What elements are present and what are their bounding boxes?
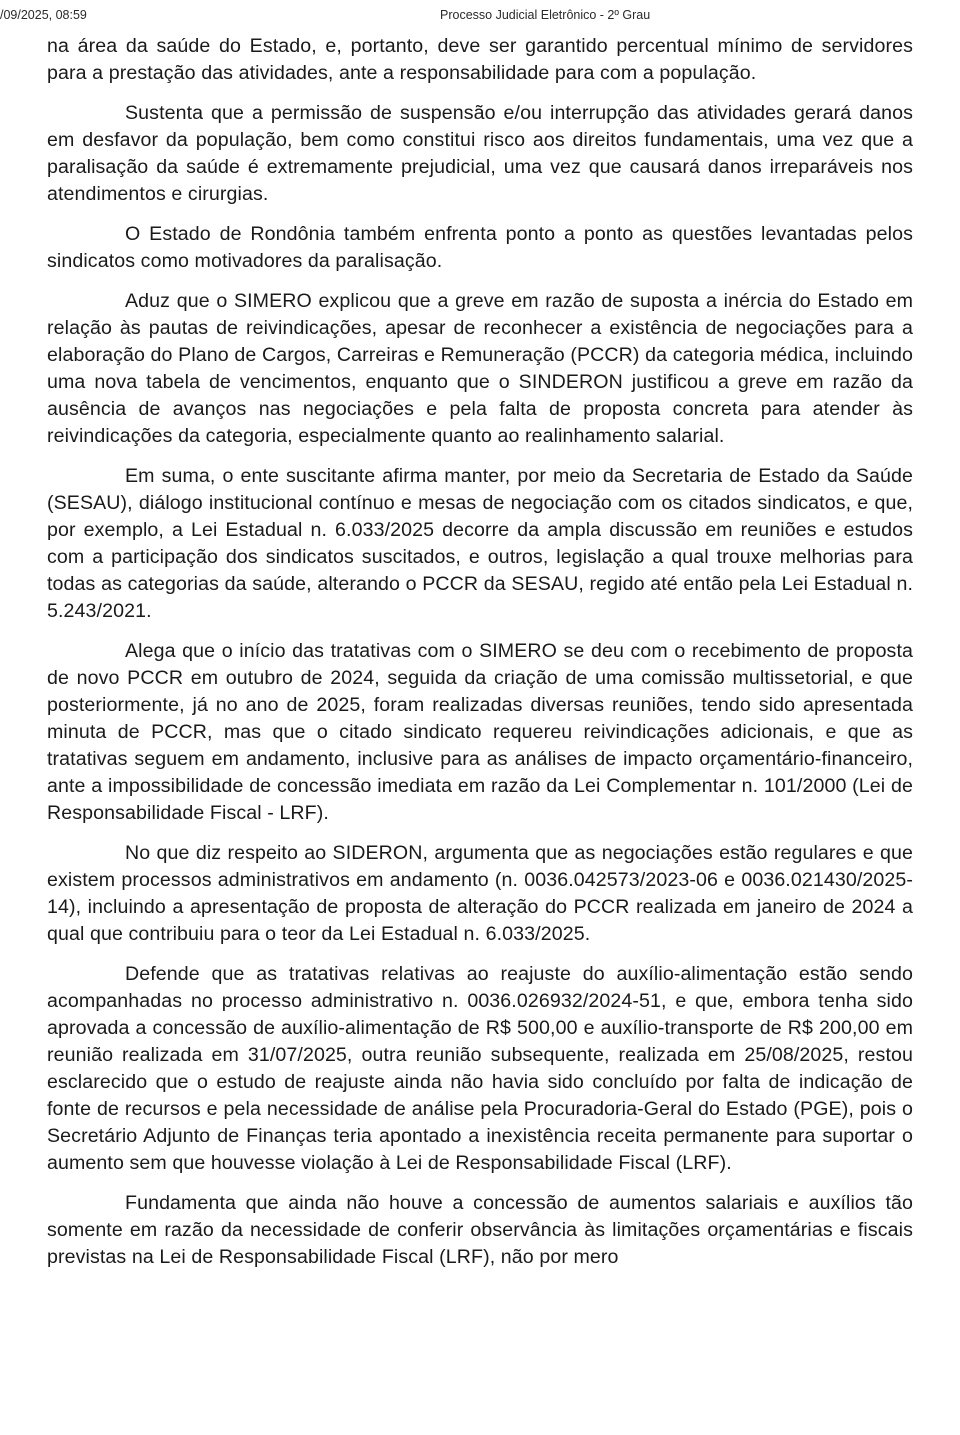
paragraph-1-continuation: na área da saúde do Estado, e, portanto, deve ser garantido percentual mínimo de servidores para a prestação das atividades, ante a responsabilidade para com a população. xyxy=(47,35,913,84)
print-document-title: Processo Judicial Eletrônico - 2º Grau xyxy=(440,8,651,22)
paragraph-9: Fundamenta que ainda não houve a concessão de aumentos salariais e auxílios tão somente em razão da necessidade de conferir observância às limitações orçamentárias e fiscais previstas na Lei de Responsabilidade Fiscal (LRF), não por mero xyxy=(47,1192,913,1268)
paragraph-2: Sustenta que a permissão de suspensão e/ou interrupção das atividades gerará danos em desfavor da população, bem como constitui risco aos direitos fundamentais, uma vez que a paralisação da saúde é extremamente prejudicial, uma vez que causará danos irreparáveis nos atendimentos e cirurgias. xyxy=(47,102,913,205)
paragraph-4: Aduz que o SIMERO explicou que a greve em razão de suposta a inércia do Estado em relação às pautas de reivindicações, apesar de reconhecer a existência de negociações para a elaboração do Plano de Cargos, Carreiras e Remuneração (PCCR) da categoria médica, incluindo uma nova tabela de vencimentos, enquanto que o SINDERON justificou a greve em razão da ausência de avanços nas negociações e pela falta de proposta concreta para atender às reivindicações da categoria, especialmente quanto ao realinhamento salarial. xyxy=(47,290,913,447)
document-body xyxy=(47,33,913,1284)
paragraph-6: Alega que o início das tratativas com o SIMERO se deu com o recebimento de proposta de novo PCCR em outubro de 2024, seguida da criação de uma comissão multissetorial, e que posteriormente, já no ano de 2025, foram realizadas diversas reuniões, tendo sido apresentada minuta de PCCR, mas que o citado sindicato requereu reivindicações adicionais, e que as tratativas seguem em andamento, inclusive para as análises de impacto orçamentário-financeiro, ante a impossibilidade de concessão imediata em razão da Lei Complementar n. 101/2000 (Lei de Responsabilidade Fiscal - LRF). xyxy=(47,640,913,824)
paragraph-7: No que diz respeito ao SIDERON, argumenta que as negociações estão regulares e que existem processos administrativos em andamento (n. 0036.042573/2023-06 e 0036.021430/2025-14), incluindo a apresentação de proposta de alteração do PCCR realizada em janeiro de 2024 a qual que contribuiu para o teor da Lei Estadual n. 6.033/2025. xyxy=(47,842,913,945)
print-header xyxy=(0,0,960,28)
paragraph-3: O Estado de Rondônia também enfrenta ponto a ponto as questões levantadas pelos sindicatos como motivadores da paralisação. xyxy=(47,223,913,272)
paragraph-8: Defende que as tratativas relativas ao reajuste do auxílio-alimentação estão sendo acompanhadas no processo administrativo n. 0036.026932/2024-51, e que, embora tenha sido aprovada a concessão de auxílio-alimentação de R$ 500,00 e auxílio-transporte de R$ 200,00 em reunião realizada em 31/07/2025, outra reunião subsequente, realizada em 25/08/2025, restou esclarecido que o estudo de reajuste ainda não havia sido concluído por falta de indicação de fonte de recursos e pela necessidade de análise pela Procuradoria-Geral do Estado (PGE), pois o Secretário Adjunto de Finanças teria apontado a inexistência receita permanente para suportar o aumento sem que houvesse violação à Lei de Responsabilidade Fiscal (LRF). xyxy=(47,963,913,1174)
paragraph-5: Em suma, o ente suscitante afirma manter, por meio da Secretaria de Estado da Saúde (SESAU), diálogo institucional contínuo e mesas de negociação com os citados sindicatos, e que, por exemplo, a Lei Estadual n. 6.033/2025 decorre da ampla discussão em reuniões e estudos com a participação dos sindicatos suscitados, e outros, legislação a qual trouxe melhorias para todas as categorias da saúde, alterando o PCCR da SESAU, regido até então pela Lei Estadual n. 5.243/2021. xyxy=(47,465,913,622)
print-timestamp: /09/2025, 08:59 xyxy=(0,8,87,22)
